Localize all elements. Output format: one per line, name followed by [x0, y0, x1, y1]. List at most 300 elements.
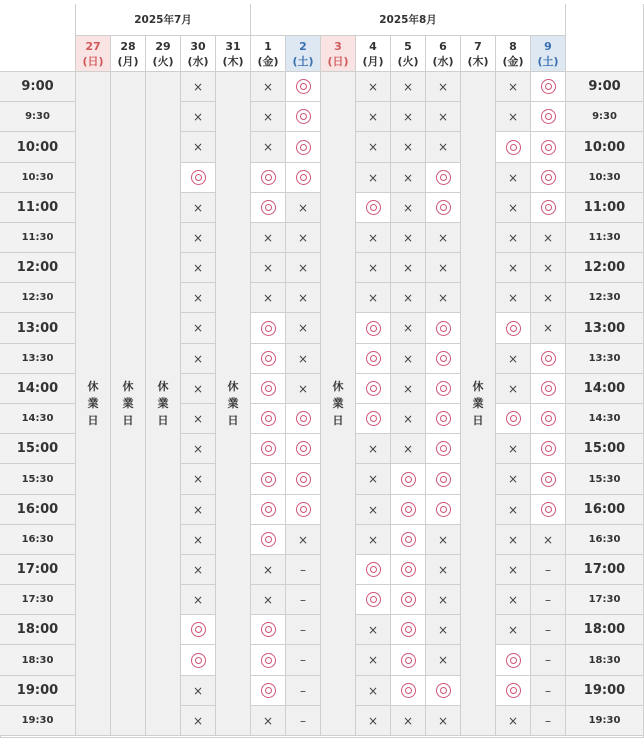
double-circle-icon: [261, 170, 276, 185]
month-label: 2025年8月: [379, 14, 437, 26]
time-text: 16:30: [588, 534, 621, 545]
slot-full: [496, 374, 531, 404]
day-header-29: [146, 36, 181, 72]
cross-icon: ×: [402, 381, 414, 396]
slot-full: [391, 193, 426, 223]
time-text: 10:00: [16, 139, 59, 155]
day-weekday: (土): [537, 54, 559, 68]
time-text: 13:00: [16, 320, 59, 336]
cross-icon: ×: [437, 713, 449, 728]
dash-icon: –: [545, 562, 551, 577]
cross-icon: ×: [367, 502, 379, 517]
time-label-left: [0, 102, 76, 132]
time-label-left: [0, 72, 76, 102]
slot-available[interactable]: [356, 555, 391, 585]
time-label-left: [0, 555, 76, 585]
day-header-5: [391, 36, 426, 72]
closed-char: 日: [332, 414, 344, 427]
slot-available[interactable]: [251, 163, 286, 193]
slot-available[interactable]: [496, 676, 531, 706]
time-label-right: [566, 525, 644, 555]
slot-available[interactable]: [531, 163, 566, 193]
double-circle-icon: [541, 109, 556, 124]
double-circle-icon: [436, 351, 451, 366]
slot-unavailable: [531, 555, 566, 585]
double-circle-icon: [366, 321, 381, 336]
slot-available[interactable]: [426, 495, 461, 525]
cross-icon: ×: [542, 230, 554, 245]
time-label-right: [566, 464, 644, 495]
double-circle-icon: [366, 351, 381, 366]
slot-available[interactable]: [356, 404, 391, 434]
double-circle-icon: [541, 441, 556, 456]
slot-full: [391, 706, 426, 736]
cross-icon: ×: [192, 472, 204, 486]
slot-available[interactable]: [251, 615, 286, 645]
cross-icon: ×: [262, 260, 274, 275]
slot-available[interactable]: [286, 464, 321, 495]
slot-available[interactable]: [286, 163, 321, 193]
double-circle-icon: [401, 622, 416, 637]
time-label-right: [566, 193, 644, 223]
time-label-left: [0, 132, 76, 163]
slot-available[interactable]: [426, 163, 461, 193]
slot-full: [356, 464, 391, 495]
day-header-9: [531, 36, 566, 72]
time-label-left: [0, 676, 76, 706]
cross-icon: ×: [507, 260, 519, 275]
day-date: 4: [369, 39, 377, 53]
time-text: 18:00: [16, 622, 59, 637]
slot-full: [496, 615, 531, 645]
time-label-left: [0, 495, 76, 525]
time-text: 13:30: [21, 353, 54, 364]
double-circle-icon: [506, 411, 521, 426]
slot-full: [181, 676, 216, 706]
cross-icon: ×: [507, 109, 519, 124]
time-label-left: [0, 253, 76, 283]
slot-available[interactable]: [251, 525, 286, 555]
slot-available[interactable]: [531, 193, 566, 223]
time-text: 11:30: [588, 232, 621, 243]
slot-available[interactable]: [286, 434, 321, 464]
double-circle-icon: [261, 532, 276, 547]
closed-char: 休: [122, 380, 134, 393]
double-circle-icon: [436, 502, 451, 517]
day-header-27: [76, 36, 111, 72]
slot-full: [391, 404, 426, 434]
closed-char: 日: [472, 414, 484, 427]
slot-available[interactable]: [251, 676, 286, 706]
cross-icon: ×: [367, 170, 379, 185]
slot-available[interactable]: [181, 163, 216, 193]
cross-icon: ×: [437, 653, 449, 667]
dash-icon: –: [300, 683, 306, 698]
double-circle-icon: [401, 653, 416, 668]
time-text: 14:00: [583, 381, 626, 396]
cross-icon: ×: [262, 562, 274, 577]
slot-available[interactable]: [426, 313, 461, 344]
slot-available[interactable]: [391, 525, 426, 555]
slot-available[interactable]: [251, 645, 286, 676]
double-circle-icon: [296, 411, 311, 426]
slot-full: [356, 102, 391, 132]
slot-full: [391, 253, 426, 283]
closed-char: 休: [227, 380, 239, 393]
slot-unavailable: [286, 706, 321, 736]
slot-available[interactable]: [391, 615, 426, 645]
slot-available[interactable]: [251, 495, 286, 525]
time-text: 18:30: [588, 654, 621, 666]
slot-full: [181, 555, 216, 585]
slot-available[interactable]: [251, 434, 286, 464]
cross-icon: ×: [507, 381, 519, 396]
double-circle-icon: [541, 79, 556, 94]
day-weekday: (土): [292, 54, 314, 68]
cross-icon: ×: [262, 713, 274, 728]
slot-available[interactable]: [531, 72, 566, 102]
slot-full: [181, 102, 216, 132]
closed-char: 業: [87, 397, 99, 410]
slot-full: [251, 132, 286, 163]
day-header-30: [181, 36, 216, 72]
slot-available[interactable]: [426, 374, 461, 404]
slot-full: [391, 163, 426, 193]
double-circle-icon: [296, 109, 311, 124]
slot-full: [356, 253, 391, 283]
cross-icon: ×: [507, 170, 519, 185]
double-circle-icon: [191, 653, 206, 668]
slot-full: [286, 253, 321, 283]
day-header-6: [426, 36, 461, 72]
slot-full: [286, 374, 321, 404]
cross-icon: ×: [542, 260, 554, 275]
slot-available[interactable]: [391, 464, 426, 495]
day-weekday: (水): [187, 54, 209, 68]
double-circle-icon: [436, 381, 451, 396]
day-header-31: [216, 36, 251, 72]
dash-icon: –: [300, 562, 306, 577]
time-label-left: [0, 706, 76, 736]
slot-full: [391, 132, 426, 163]
cross-icon: ×: [507, 351, 519, 366]
cross-icon: ×: [367, 109, 379, 124]
slot-full: [356, 163, 391, 193]
closed-char: 業: [472, 397, 484, 410]
time-text: 9:00: [588, 79, 621, 94]
slot-available[interactable]: [531, 102, 566, 132]
double-circle-icon: [191, 170, 206, 185]
day-date: 3: [334, 39, 342, 53]
corner-left: [0, 4, 76, 72]
cross-icon: ×: [437, 79, 449, 94]
time-label-right: [566, 163, 644, 193]
double-circle-icon: [401, 562, 416, 577]
slot-full: [356, 706, 391, 736]
closed-char: 業: [157, 397, 169, 410]
cross-icon: ×: [297, 351, 309, 366]
slot-full: [181, 495, 216, 525]
time-text: 15:00: [583, 441, 626, 456]
double-circle-icon: [366, 200, 381, 215]
slot-available[interactable]: [426, 464, 461, 495]
slot-full: [181, 344, 216, 374]
slot-full: [286, 193, 321, 223]
slot-full: [356, 525, 391, 555]
slot-available[interactable]: [356, 193, 391, 223]
cross-icon: ×: [507, 562, 519, 577]
slot-available[interactable]: [496, 645, 531, 676]
slot-available[interactable]: [531, 404, 566, 434]
cross-icon: ×: [367, 683, 379, 698]
double-circle-icon: [506, 683, 521, 698]
cross-icon: ×: [542, 532, 554, 547]
cross-icon: ×: [507, 441, 519, 456]
cross-icon: ×: [507, 713, 519, 728]
slot-full: [391, 223, 426, 253]
slot-available[interactable]: [181, 615, 216, 645]
slot-full: [426, 132, 461, 163]
double-circle-icon: [261, 200, 276, 215]
time-label-right: [566, 102, 644, 132]
slot-full: [391, 313, 426, 344]
cross-icon: ×: [402, 441, 414, 456]
slot-full: [251, 102, 286, 132]
slot-full: [181, 464, 216, 495]
closed-day-column: [146, 72, 181, 736]
slot-available[interactable]: [286, 132, 321, 163]
time-label-right: [566, 555, 644, 585]
slot-available[interactable]: [286, 102, 321, 132]
day-weekday: (火): [152, 54, 174, 68]
cross-icon: ×: [192, 502, 204, 517]
time-text: 10:30: [21, 172, 54, 183]
cross-icon: ×: [262, 592, 274, 607]
slot-available[interactable]: [251, 313, 286, 344]
slot-full: [496, 495, 531, 525]
cross-icon: ×: [297, 290, 309, 305]
cross-icon: ×: [437, 532, 449, 547]
slot-full: [426, 72, 461, 102]
day-date: 2: [299, 39, 307, 53]
slot-full: [496, 72, 531, 102]
day-weekday: (金): [502, 54, 524, 68]
time-label-left: [0, 645, 76, 676]
closed-char: 休: [157, 380, 169, 393]
slot-available[interactable]: [251, 193, 286, 223]
cross-icon: ×: [367, 79, 379, 94]
slot-full: [251, 223, 286, 253]
slot-unavailable: [286, 615, 321, 645]
time-label-right: [566, 253, 644, 283]
slot-available[interactable]: [426, 193, 461, 223]
slot-available[interactable]: [356, 585, 391, 615]
cross-icon: ×: [262, 79, 274, 94]
cross-icon: ×: [402, 290, 414, 305]
slot-full: [181, 132, 216, 163]
day-header-2: [286, 36, 321, 72]
time-text: 11:30: [21, 232, 54, 243]
cross-icon: ×: [297, 260, 309, 275]
slot-full: [496, 193, 531, 223]
slot-available[interactable]: [531, 464, 566, 495]
corner-right: [566, 4, 644, 72]
slot-full: [356, 434, 391, 464]
cross-icon: ×: [507, 230, 519, 245]
cross-icon: ×: [192, 321, 204, 335]
slot-full: [181, 434, 216, 464]
time-label-left: [0, 283, 76, 313]
slot-full: [181, 253, 216, 283]
slot-full: [531, 313, 566, 344]
slot-full: [391, 283, 426, 313]
slot-available[interactable]: [356, 344, 391, 374]
slot-available[interactable]: [496, 404, 531, 434]
time-label-right: [566, 676, 644, 706]
time-label-right: [566, 132, 644, 163]
slot-available[interactable]: [426, 344, 461, 374]
time-label-right: [566, 404, 644, 434]
day-weekday: (水): [432, 54, 454, 68]
slot-available[interactable]: [391, 555, 426, 585]
slot-full: [356, 223, 391, 253]
cross-icon: ×: [437, 109, 449, 124]
slot-unavailable: [286, 645, 321, 676]
time-text: 16:30: [21, 534, 54, 545]
time-text: 14:30: [588, 413, 621, 424]
slot-full: [181, 706, 216, 736]
slot-available[interactable]: [531, 374, 566, 404]
dash-icon: –: [545, 683, 551, 698]
day-date: 6: [439, 39, 447, 53]
double-circle-icon: [436, 683, 451, 698]
slot-available[interactable]: [251, 464, 286, 495]
slot-available[interactable]: [391, 585, 426, 615]
time-label-left: [0, 163, 76, 193]
double-circle-icon: [296, 472, 311, 487]
time-text: 16:00: [16, 502, 59, 517]
double-circle-icon: [261, 351, 276, 366]
slot-full: [426, 706, 461, 736]
day-weekday: (日): [327, 54, 349, 68]
closed-char: 日: [157, 414, 169, 427]
double-circle-icon: [436, 411, 451, 426]
slot-available[interactable]: [391, 645, 426, 676]
slot-available[interactable]: [531, 344, 566, 374]
closed-char: 日: [87, 414, 99, 427]
slot-available[interactable]: [496, 132, 531, 163]
time-text: 11:00: [16, 200, 59, 215]
cross-icon: ×: [367, 260, 379, 275]
day-date: 1: [264, 39, 272, 53]
double-circle-icon: [541, 502, 556, 517]
double-circle-icon: [261, 321, 276, 336]
slot-available[interactable]: [391, 495, 426, 525]
slot-available[interactable]: [531, 434, 566, 464]
slot-available[interactable]: [251, 344, 286, 374]
dash-icon: –: [300, 713, 306, 728]
time-label-right: [566, 72, 644, 102]
cross-icon: ×: [192, 441, 204, 456]
time-text: 9:00: [21, 79, 54, 94]
slot-full: [496, 464, 531, 495]
slot-full: [181, 313, 216, 344]
slot-available[interactable]: [426, 676, 461, 706]
day-date: 30: [190, 39, 206, 53]
double-circle-icon: [506, 653, 521, 668]
cross-icon: ×: [437, 290, 449, 305]
double-circle-icon: [261, 441, 276, 456]
slot-available[interactable]: [356, 313, 391, 344]
slot-available[interactable]: [286, 72, 321, 102]
slot-available[interactable]: [356, 374, 391, 404]
time-text: 19:00: [583, 683, 626, 698]
time-text: 17:30: [588, 594, 621, 605]
slot-full: [496, 706, 531, 736]
day-date: 8: [509, 39, 517, 53]
slot-available[interactable]: [181, 645, 216, 676]
slot-available[interactable]: [531, 495, 566, 525]
slot-available[interactable]: [531, 132, 566, 163]
slot-full: [391, 102, 426, 132]
time-text: 19:30: [21, 715, 54, 726]
cross-icon: ×: [402, 140, 414, 154]
slot-full: [531, 253, 566, 283]
cross-icon: ×: [192, 592, 204, 607]
slot-available[interactable]: [391, 676, 426, 706]
cross-icon: ×: [507, 200, 519, 215]
double-circle-icon: [541, 170, 556, 185]
slot-available[interactable]: [251, 374, 286, 404]
slot-available[interactable]: [426, 404, 461, 434]
slot-available[interactable]: [426, 434, 461, 464]
day-date: 9: [544, 39, 552, 53]
dash-icon: –: [545, 653, 551, 667]
cross-icon: ×: [367, 713, 379, 728]
day-weekday: (金): [257, 54, 279, 68]
cross-icon: ×: [297, 200, 309, 215]
slot-full: [531, 283, 566, 313]
time-text: 10:00: [583, 139, 626, 155]
slot-available[interactable]: [496, 313, 531, 344]
slot-full: [251, 283, 286, 313]
time-text: 13:00: [583, 320, 626, 336]
time-text: 12:30: [588, 292, 621, 303]
cross-icon: ×: [192, 230, 204, 245]
slot-full: [496, 525, 531, 555]
slot-full: [391, 374, 426, 404]
time-label-left: [0, 404, 76, 434]
double-circle-icon: [261, 472, 276, 487]
cross-icon: ×: [192, 109, 204, 124]
cross-icon: ×: [437, 562, 449, 577]
cross-icon: ×: [402, 230, 414, 245]
closed-char: 日: [122, 414, 134, 427]
time-text: 11:00: [583, 200, 626, 215]
day-date: 5: [404, 39, 412, 53]
slot-available[interactable]: [251, 404, 286, 434]
cross-icon: ×: [367, 441, 379, 456]
cross-icon: ×: [192, 532, 204, 547]
slot-full: [356, 283, 391, 313]
cross-icon: ×: [367, 140, 379, 154]
double-circle-icon: [366, 592, 381, 607]
slot-available[interactable]: [286, 404, 321, 434]
slot-unavailable: [286, 555, 321, 585]
cross-icon: ×: [192, 140, 204, 154]
slot-available[interactable]: [286, 495, 321, 525]
slot-full: [426, 555, 461, 585]
